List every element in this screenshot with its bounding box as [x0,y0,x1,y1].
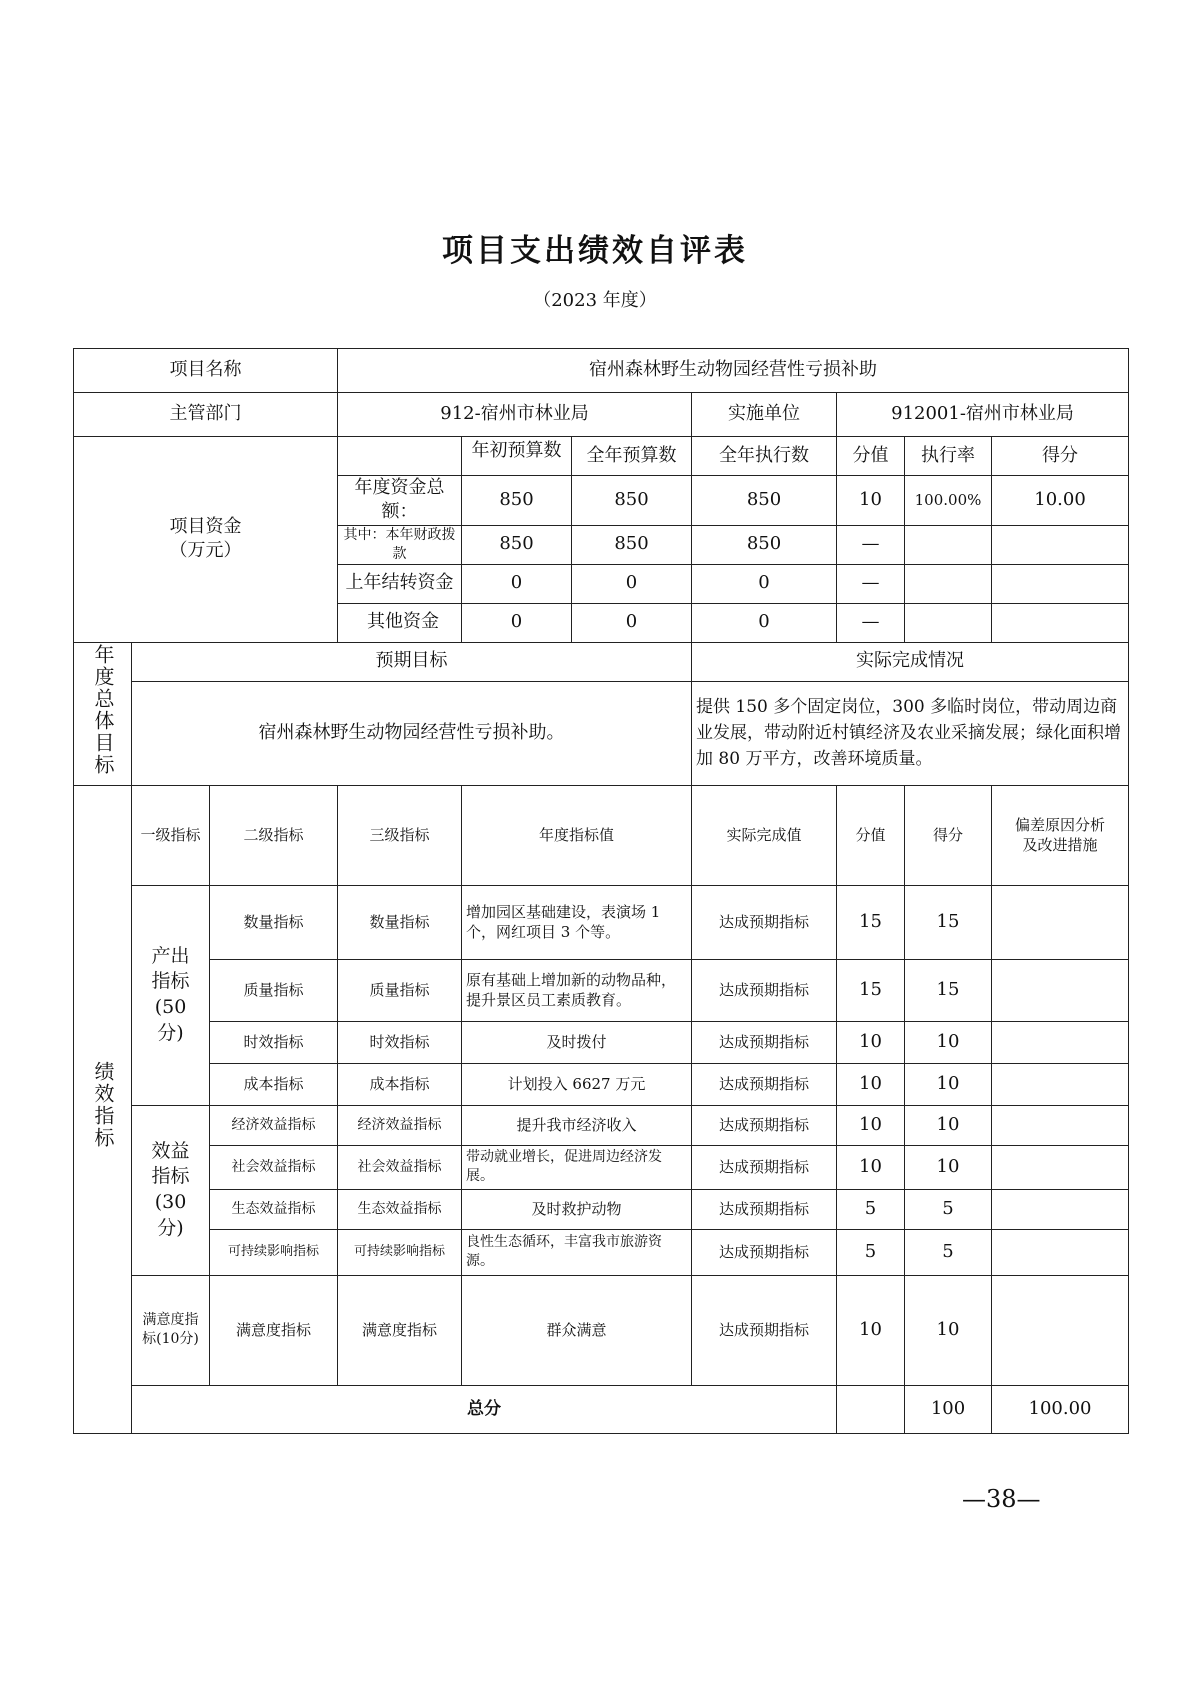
indicators-header-level3: 三级指标 [338,785,462,885]
indicator-level3: 经济效益指标 [338,1105,462,1145]
indicator-score: 10 [837,1021,905,1063]
indicator-score: 10 [837,1105,905,1145]
funds-row-executed: 850 [692,525,837,564]
indicator-level2: 成本指标 [210,1063,338,1105]
indicator-row [74,1063,1129,1105]
indicator-target: 良性生态循环，丰富我市旅游资源。 [462,1229,692,1275]
indicator-deviation [992,1275,1129,1385]
funds-row-score: — [837,564,905,603]
indicator-target: 原有基础上增加新的动物品种，提升景区员工素质教育。 [462,959,692,1021]
indicator-target: 群众满意 [462,1275,692,1385]
indicator-got: 10 [905,1275,992,1385]
indicator-got: 10 [905,1145,992,1189]
funds-row-annual: 0 [572,564,692,603]
funds-header-executed: 全年执行数 [692,437,837,476]
indicator-level2: 生态效益指标 [210,1189,338,1229]
funds-row-rate [905,603,992,642]
funds-row-rate: 100.00% [905,476,992,526]
indicator-deviation [992,959,1129,1021]
indicator-score: 15 [837,885,905,959]
funds-row-annual: 850 [572,525,692,564]
indicator-score: 5 [837,1229,905,1275]
indicator-row [74,1145,1129,1189]
indicators-header-row [74,785,1129,885]
funds-header-rate: 执行率 [905,437,992,476]
page-subtitle: （2023 年度） [533,290,657,311]
indicator-group-name: 效益指标 [151,1139,190,1188]
indicator-level3: 社会效益指标 [338,1145,462,1189]
indicator-score: 15 [837,959,905,1021]
funds-row-score: — [837,603,905,642]
total-blank [837,1385,905,1433]
funds-row-annual: 850 [572,476,692,526]
funds-header-annual: 全年预算数 [572,437,692,476]
indicator-got: 15 [905,959,992,1021]
funds-row-got: 10.00 [992,476,1129,526]
indicator-actual: 达成预期指标 [692,1229,837,1275]
indicator-target: 及时救护动物 [462,1189,692,1229]
funds-row-got [992,525,1129,564]
funds-row-initial: 0 [462,603,572,642]
indicator-level2: 质量指标 [210,959,338,1021]
funds-row-rate [905,564,992,603]
total-label: 总分 [132,1385,837,1433]
indicator-actual: 达成预期指标 [692,1105,837,1145]
indicator-actual: 达成预期指标 [692,1189,837,1229]
funds-row-score: 10 [837,476,905,526]
indicator-score: 5 [837,1189,905,1229]
indicator-group-name: 产出指标 [151,944,190,993]
indicator-row [74,1021,1129,1063]
indicator-deviation [992,1021,1129,1063]
indicator-score: 10 [837,1275,905,1385]
indicator-got: 5 [905,1189,992,1229]
indicators-header-deviation: 偏差原因分析及改进措施 [992,785,1129,885]
indicator-got: 10 [905,1021,992,1063]
indicator-target: 计划投入 6627 万元 [462,1063,692,1105]
funds-row-name: 年度资金总额： [338,476,462,526]
funds-row-annual: 0 [572,603,692,642]
funds-label: 项目资金 [169,516,242,537]
indicator-actual: 达成预期指标 [692,1145,837,1189]
indicators-header-target: 年度指标值 [462,785,692,885]
goals-label-cell [74,642,132,785]
indicators-header-level1: 一级指标 [132,785,210,885]
indicator-score: 10 [837,1063,905,1105]
project-name-label: 项目名称 [74,349,338,393]
goals-label: 年度总体目标 [91,643,115,776]
department-value: 912-宿州市林业局 [338,393,692,437]
indicator-level2: 数量指标 [210,885,338,959]
indicator-target: 提升我市经济收入 [462,1105,692,1145]
indicator-row [74,959,1129,1021]
indicators-header-level2: 二级指标 [210,785,338,885]
department-label: 主管部门 [74,393,338,437]
funds-header-score: 分值 [837,437,905,476]
funds-row-name: 其中：本年财政拨款 [338,525,462,564]
funds-row-initial: 850 [462,476,572,526]
indicator-actual: 达成预期指标 [692,959,837,1021]
indicator-group-points: (30 分) [154,1191,187,1239]
indicators-header-actual: 实际完成值 [692,785,837,885]
indicator-row [74,1105,1129,1145]
funds-row-got [992,603,1129,642]
indicator-deviation [992,1063,1129,1105]
indicator-row [74,1275,1129,1385]
indicator-deviation [992,1189,1129,1229]
department-row [74,393,1129,437]
funds-unit: （万元） [169,540,242,562]
implementing-unit-label: 实施单位 [692,393,837,437]
indicator-level3: 满意度指标 [338,1275,462,1385]
indicator-level3: 生态效益指标 [338,1189,462,1229]
indicator-got: 5 [905,1229,992,1275]
indicators-label-cell [74,785,132,1433]
indicator-got: 15 [905,885,992,959]
indicator-level3: 时效指标 [338,1021,462,1063]
indicator-level3: 可持续影响指标 [338,1229,462,1275]
indicator-level3: 成本指标 [338,1063,462,1105]
total-got: 100.00 [992,1385,1129,1433]
indicator-actual: 达成预期指标 [692,1021,837,1063]
indicator-group-satisfaction: 满意度指标(10分) [132,1275,210,1385]
project-name-row [74,349,1129,393]
indicators-header-score: 分值 [837,785,905,885]
funds-row-executed: 0 [692,603,837,642]
indicator-level2: 可持续影响指标 [210,1229,338,1275]
indicator-level2: 时效指标 [210,1021,338,1063]
funds-row-score: — [837,525,905,564]
page-number: —38— [962,1485,1041,1513]
goals-actual-text: 提供 150 多个固定岗位，300 多临时岗位，带动周边商业发展，带动附近村镇经济及农业采摘发展；绿化面积增加 80 万平方，改善环境质量。 [692,681,1129,785]
indicator-level3: 质量指标 [338,959,462,1021]
goals-content-row [74,681,1129,785]
indicator-got: 10 [905,1063,992,1105]
funds-row-executed: 0 [692,564,837,603]
indicator-actual: 达成预期指标 [692,1275,837,1385]
indicator-deviation [992,885,1129,959]
indicator-deviation [992,1105,1129,1145]
indicator-target: 增加园区基础建设，表演场 1 个，网红项目 3 个等。 [462,885,692,959]
funds-row-name: 上年结转资金 [338,564,462,603]
funds-header-row [74,437,1129,476]
indicator-level3: 数量指标 [338,885,462,959]
indicators-header-got: 得分 [905,785,992,885]
funds-row-name: 其他资金 [338,603,462,642]
goals-header-row [74,642,1129,681]
funds-row-got [992,564,1129,603]
indicator-target: 带动就业增长，促进周边经济发展。 [462,1145,692,1189]
funds-row-rate [905,525,992,564]
funds-label-cell [74,437,338,643]
funds-header-initial: 年初预算数 [471,440,562,461]
indicator-group-benefit [132,1105,210,1275]
indicator-actual: 达成预期指标 [692,885,837,959]
indicator-score: 10 [837,1145,905,1189]
indicator-row [74,1189,1129,1229]
goals-actual-label: 实际完成情况 [692,642,1129,681]
funds-row-executed: 850 [692,476,837,526]
goals-expected-text: 宿州森林野生动物园经营性亏损补助。 [132,681,692,785]
indicator-row [74,885,1129,959]
indicator-got: 10 [905,1105,992,1145]
page-title: 项目支出绩效自评表 [442,233,748,269]
evaluation-table [73,348,1129,1434]
indicator-level2: 社会效益指标 [210,1145,338,1189]
project-name-value: 宿州森林野生动物园经营性亏损补助 [338,349,1129,393]
implementing-unit-value: 912001-宿州市林业局 [837,393,1129,437]
indicator-deviation [992,1145,1129,1189]
indicator-group-output [132,885,210,1105]
indicator-group-points: (50 分) [154,996,187,1044]
goals-expected-label: 预期目标 [132,642,692,681]
indicator-target: 及时拨付 [462,1021,692,1063]
funds-row-initial: 850 [462,525,572,564]
funds-header-blank [338,437,462,476]
funds-row-initial: 0 [462,564,572,603]
funds-header-got: 得分 [992,437,1129,476]
indicator-level2: 满意度指标 [210,1275,338,1385]
indicators-label: 绩效指标 [91,1061,115,1150]
indicator-actual: 达成预期指标 [692,1063,837,1105]
indicator-row [74,1229,1129,1275]
total-score: 100 [905,1385,992,1433]
indicator-level2: 经济效益指标 [210,1105,338,1145]
indicator-deviation [992,1229,1129,1275]
total-row [74,1385,1129,1433]
